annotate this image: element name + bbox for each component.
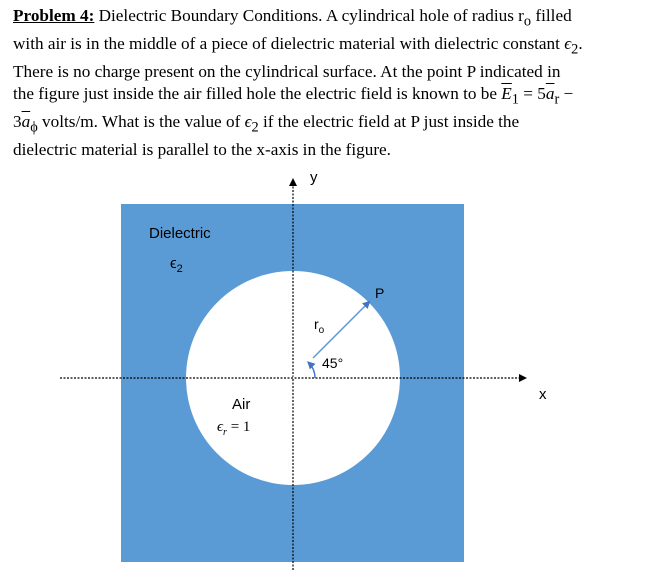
problem-equals: = 5 (518, 83, 546, 103)
radius-symbol: r (314, 316, 319, 332)
problem-label: Problem 4: (13, 6, 95, 25)
angle-label: 45° (322, 355, 344, 371)
problem-line-5-text: volts/m. What is the value of (37, 111, 245, 131)
problem-line-1-text: Dielectric Boundary Conditions. A cylindrical hole of radius r (94, 6, 524, 25)
axis-x-label: x (539, 386, 547, 403)
dielectric-label: Dielectric (149, 225, 211, 242)
problem-line-2-text: with air is in the middle of a piece of dielectric material with dielectric constant (13, 34, 565, 54)
problem-coefficient: 3 (13, 111, 22, 131)
dielectric-epsilon-symbol: ϵ (170, 255, 177, 272)
epsilon-symbol: ϵ (564, 34, 572, 54)
dielectric-epsilon-subscript: 2 (176, 263, 183, 275)
field-subscript: 1 (511, 91, 519, 108)
point-p-label: P (375, 285, 385, 301)
problem-line-5-end: if the electric field at P just inside the (258, 111, 520, 131)
problem-line-6: dielectric material is parallel to the x-axis in the figure. (13, 139, 391, 159)
problem-line-1-end: filled (531, 6, 572, 25)
problem-line-4-text: the figure just inside the air filled hole the electric field is known to be (13, 83, 502, 103)
air-epsilon-subscript: r (223, 427, 227, 438)
field-vector-e1: $\overline{E}$ (501, 83, 512, 103)
epsilon-subscript-2: 2 (251, 119, 259, 136)
epsilon-symbol-2: ϵ (244, 111, 252, 131)
problem-line-2-end: . (578, 34, 583, 54)
air-epsilon-value: = 1 (226, 419, 251, 435)
unit-vector-ar: $\overline{a}$ (545, 83, 555, 103)
unit-vector-aphi-subscript: ϕ (30, 119, 38, 136)
unit-vector-ar-subscript: r (554, 91, 560, 108)
radius-subscript: o (523, 13, 532, 30)
epsilon-subscript: 2 (571, 41, 579, 58)
radius-subscript-fig: o (318, 325, 325, 336)
unit-vector-aphi: $\overline{a}$ (21, 111, 31, 131)
air-epsilon-symbol: ϵ (217, 419, 224, 435)
axis-y-label: y (310, 169, 318, 186)
problem-minus: − (559, 83, 574, 103)
problem-line-3: There is no charge present on the cylindrical surface. At the point P indicated in (13, 62, 561, 82)
air-label: Air (232, 396, 251, 413)
